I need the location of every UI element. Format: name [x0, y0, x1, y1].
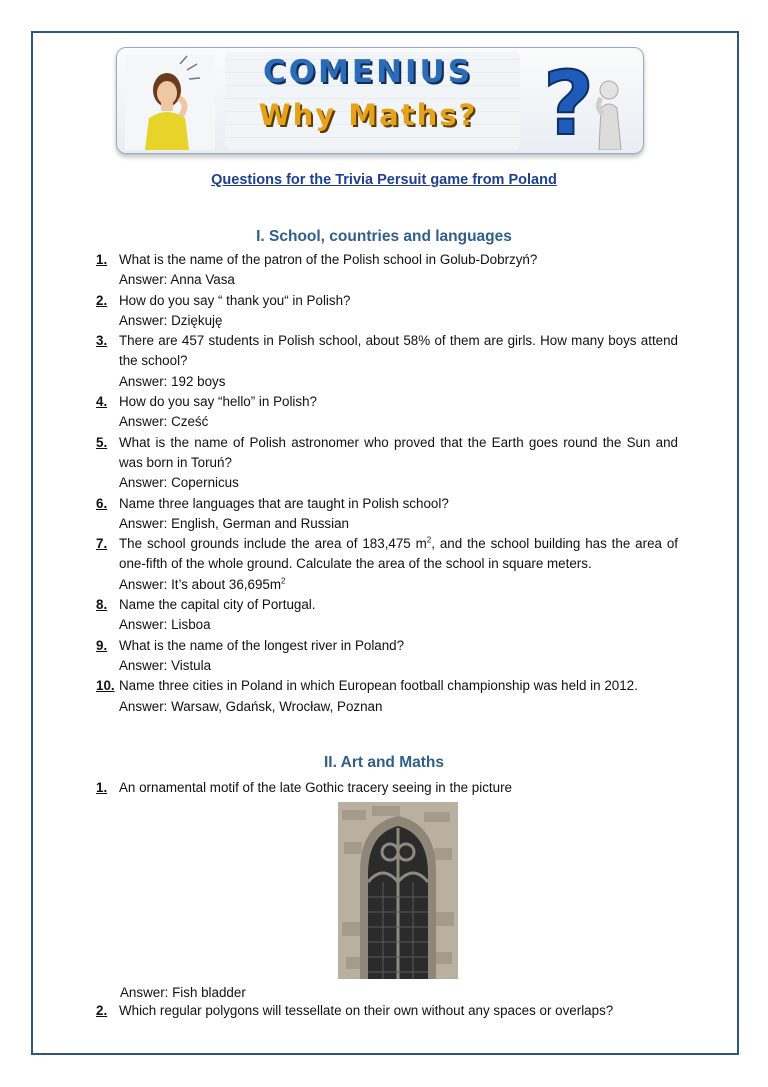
question-item: [96, 676, 678, 717]
question-text: What is the name of the longest river in Poland?: [119, 637, 405, 653]
section-heading-2: II. Art and Maths: [324, 754, 444, 771]
section-2-question-2: [96, 1001, 678, 1021]
question-item: [96, 291, 678, 332]
answer-text: Answer: Cześć: [119, 414, 209, 430]
question-number: 9.: [96, 637, 108, 653]
question-item: [96, 494, 678, 535]
answer-text: Answer: Anna Vasa: [119, 272, 235, 288]
question-item: [96, 534, 678, 595]
why-maths-logo-text: Why Maths?: [258, 98, 478, 132]
question-text: How do you say “hello” in Polish?: [119, 394, 317, 410]
question-item: [96, 636, 678, 677]
answer-text: Answer: 192 boys: [119, 373, 226, 389]
superscript: 2: [281, 576, 286, 586]
superscript: 2: [426, 535, 432, 545]
question-number: 8.: [96, 597, 108, 613]
question-item: [96, 392, 678, 433]
section-1-questions: [96, 250, 678, 717]
question-number: 4.: [96, 394, 108, 410]
answer-text: Answer: Fish bladder: [120, 985, 246, 1000]
question-number: 5.: [96, 434, 108, 450]
svg-text:?: ?: [543, 52, 595, 150]
question-item: [96, 331, 678, 392]
answer-text: Answer: Dziękuję: [119, 312, 223, 328]
answer-text: [119, 575, 678, 595]
document-title: [0, 172, 768, 188]
question-item: [96, 595, 678, 636]
answer-text-part: Answer: It’s about 36,695m: [119, 576, 282, 592]
question-text-part: , and the school building has the area of one-fifth of the whole ground. Calculate the area of the school in square meters.: [119, 536, 679, 572]
comenius-banner: [116, 47, 644, 154]
question-number: 7.: [96, 536, 108, 552]
question-text: There are 457 students in Polish school, about 58% of them are girls. How many boys attend the school?: [119, 333, 678, 369]
answer-text: Answer: English, German and Russian: [119, 515, 349, 531]
section-heading-1: I. School, countries and languages: [256, 228, 512, 245]
answer-text: Answer: Copernicus: [119, 475, 239, 491]
question-text: Name three cities in Poland in which European football championship was held in 2012.: [119, 678, 638, 694]
answer-text: Answer: Warsaw, Gdańsk, Wrocław, Poznan: [119, 698, 383, 714]
question-text: Name the capital city of Portugal.: [119, 597, 316, 613]
question-text: [119, 534, 678, 575]
answer-text: Answer: Vistula: [119, 657, 212, 673]
document-title-text: Questions for the Trivia Persuit game from Poland: [211, 172, 557, 188]
question-text: What is the name of the patron of the Polish school in Golub-Dobrzyń?: [119, 252, 538, 267]
question-item: [96, 250, 678, 291]
question-number: 1.: [96, 780, 108, 795]
comenius-logo-text: COMENIUS: [262, 54, 474, 90]
question-number: 3.: [96, 333, 108, 349]
question-number: 2.: [96, 292, 108, 308]
gothic-window-image: [338, 802, 458, 979]
question-number: 10.: [96, 678, 115, 694]
question-number: 6.: [96, 495, 108, 511]
question-item: [96, 778, 678, 798]
question-item: [96, 1001, 678, 1021]
question-item: [96, 433, 678, 494]
question-text: How do you say “ thank you“ in Polish?: [119, 292, 351, 308]
question-number: 1.: [96, 252, 108, 267]
question-text: An ornamental motif of the late Gothic tracery seeing in the picture: [119, 780, 512, 795]
question-text: Which regular polygons will tessellate on their own without any spaces or overlaps?: [119, 1003, 614, 1018]
thinking-girl-image: [125, 54, 215, 150]
question-text-part: The school grounds include the area of 183,475 m: [119, 536, 427, 552]
question-number: 2.: [96, 1003, 108, 1018]
answer-text: Answer: Lisboa: [119, 617, 211, 633]
question-text: Name three languages that are taught in Polish school?: [119, 495, 449, 511]
question-mark-figure-image: [537, 52, 637, 150]
question-text: What is the name of Polish astronomer who proved that the Earth goes round the Sun and was born in Toruń?: [119, 434, 678, 470]
section-2-question-1: [96, 778, 678, 798]
